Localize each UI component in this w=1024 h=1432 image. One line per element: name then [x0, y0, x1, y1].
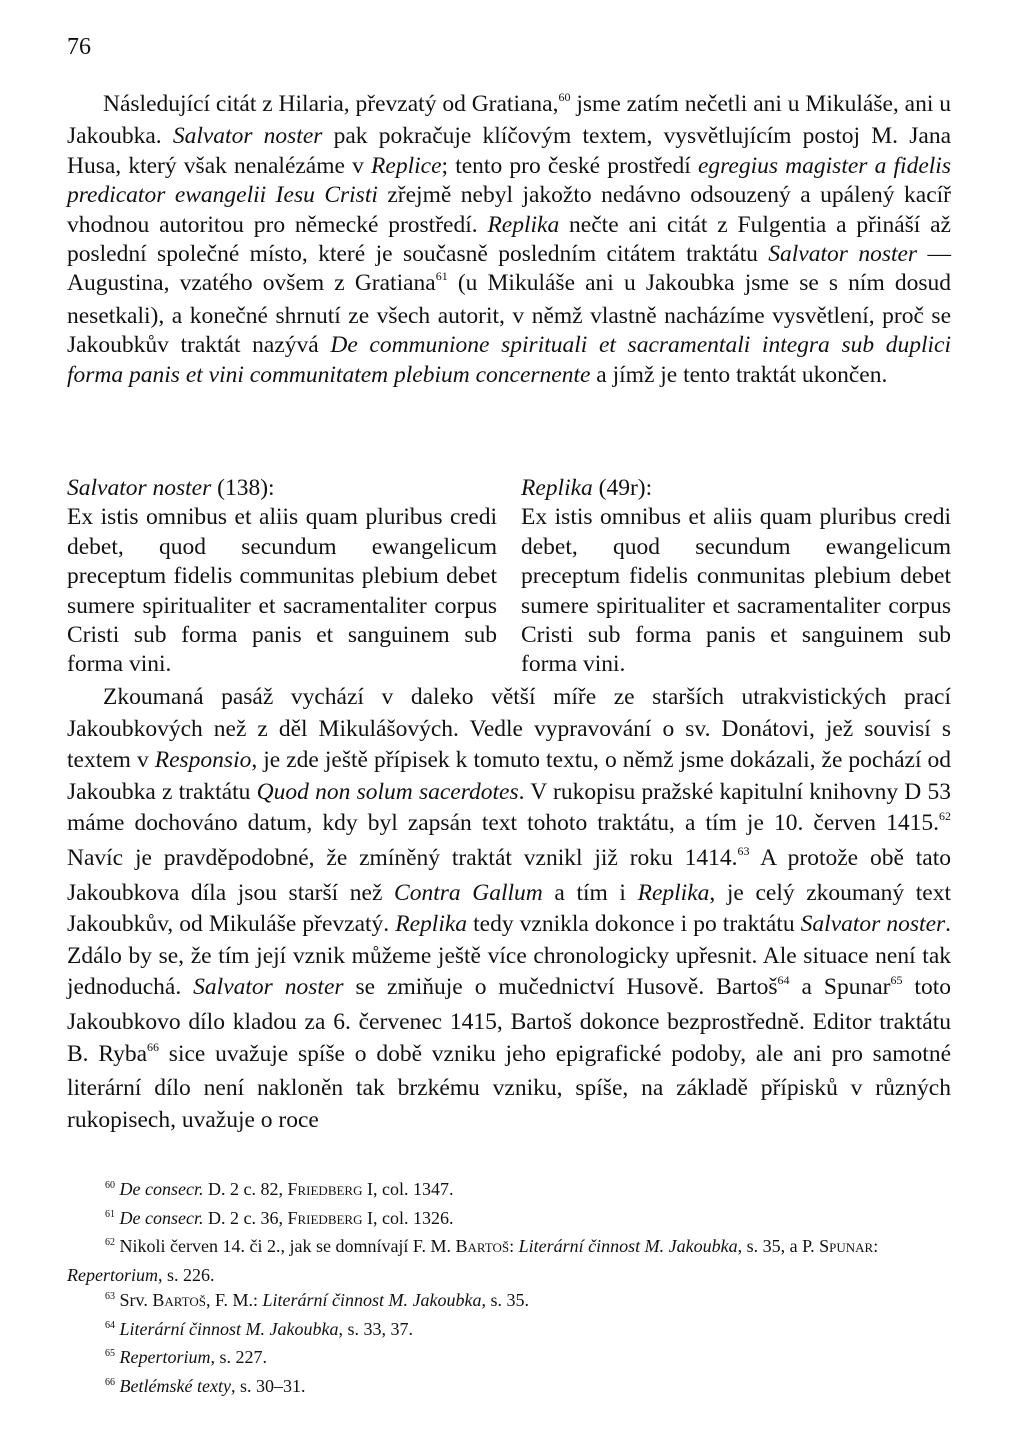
footnote-62: $^{62}$ Nikoli červen 14. či 2., jak se domnívají F. M. Bartoš: Literární činnost M. Jakoubka, s. 35, a P. Spunar: Repertorium, s. 226. [67, 1236, 879, 1285]
analysis-paragraph: Zkoumaná pasáž vychází v daleko větší míře ze starších utrakvistických prací Jakoubkových než z děl Mikulášových. Vedle vypravování o sv. Donátovi, jež souvisí s textem v Responsio, je zde ještě přípisek k tomuto textu, o němž jsme dokázali, že pochází od Jakoubka z traktátu Quod non solum sacerdotes. V rukopisu pražské kapitulní knihovny D 53 máme dochováno datum, kdy byl zapsán text tohoto traktátu, a tím je 10. červen 1415.62 Navíc je pravděpodobné, že zmíněný traktát vznikl již roku 1414.63 A protože obě tato Jakoubkova díla jsou starší než Contra Gallum a tím i Replika, je celý zkoumaný text Jakoubkův, od Mikuláše převzatý. Replika tedy vznikla dokonce i po traktátu Salvator noster. Zdálo by se, že tím její vznik můžeme ještě více chronologicky upřesnit. Ale situace není tak jednoduchá. Salvator noster se zmiňuje o mučednictví Husově. Bartoš$^{64}$ a Spunar$^{65}$ toto Jakoubkovo dílo kladou za 6. červenec 1415, Bartoš dokonce bezprostředně. Editor traktátu B. Ryba$^{66}$ sice uvažuje spíše o době vzniku jeho epigrafické podoby, ale ani pro samotné literární dílo není nakloněn tak brzkému vzniku, spíše, na základě přípisků v různých rukopisech, uvažuje o roce [67, 684, 952, 1133]
footnote-65: $^{65}$ Repertorium, s. 227. [105, 1347, 267, 1367]
parallel-quotes [67, 474, 951, 680]
page-number: 76 [67, 34, 91, 60]
footnote-64: $^{64}$ Literární činnost M. Jakoubka, s. 33, 37. [105, 1318, 413, 1339]
quote-left-title: Salvator noster (138): [67, 475, 275, 501]
quote-right-title: Replika (49r): [521, 475, 653, 501]
quote-replika [521, 474, 951, 680]
footnote-ref-60: 60 [558, 90, 571, 104]
footnote-61: $^{61}$ De consecr. D. 2 c. 36, Friedberg I, col. 1326. [105, 1207, 454, 1228]
footnote-63: $^{63}$ Srv. Bartoš, F. M.: Literární činnost M. Jakoubka, s. 35. [105, 1290, 530, 1310]
footnote-ref-65: 65 [890, 973, 903, 988]
footnotes [67, 1177, 951, 1402]
footnote-ref-63: 63 [737, 843, 750, 858]
footnote-ref-64: 64 [777, 973, 790, 988]
quote-left-text: Ex istis omnibus et aliis quam pluribus credi debet, quod secundum ewangelicum preceptum fidelis communitas plebium debet sumere spiritualiter et sacramentaliter corpus Cristi sub forma panis et sanguinem sub forma vini. [67, 504, 497, 678]
footnote-ref-62: 62 [939, 809, 951, 824]
intro-paragraph: Následující citát z Hilaria, převzatý od Gratiana,$^{60}$ jsme zatím nečetli ani u Mikuláše, ani u Jakoubka. Salvator noster pak pokračuje klíčovým textem, vysvětlujícím postoj M. Jana Husa, který však nenalézáme v Replice; tento pro české prostředí egregius magister a fidelis predicator ewangelii Iesu Cristi zřejmě nebyl jakožto nedávno odsouzený a upálený kacíř vhodnou autoritou pro německé prostředí. Replika nečte ani citát z Fulgentia a přináší až poslední společné místo, které je současně posledním citátem traktátu Salvator noster — Augustina, vzatého ovšem z Gratiana$^{61}$ (u Mikuláše ani u Jakoubka jsme se s ním dosud nesetkali), a konečné shrnutí ze všech autorit, v němž vlastně nacházíme vysvětlení, proč se Jakoubkův traktát nazývá De communione spirituali et sacramentali integra sub duplici forma panis et vini communitatem plebium concernente a jímž je tento traktát ukončen. [67, 90, 952, 388]
footnote-ref-61: 61 [435, 269, 448, 284]
footnote-ref-66: 66 [147, 1039, 160, 1054]
quote-salvator-noster [67, 474, 497, 680]
footnote-60: $^{60}$ De consecr. D. 2 c. 82, Friedberg I, col. 1347. [105, 1179, 454, 1199]
footnote-66: $^{66}$ Betlémské texty, s. 30–31. [105, 1375, 306, 1396]
quote-right-text: Ex istis omnibus et aliis quam pluribus credi debet, quod secundum ewangelicum preceptum fidelis conmunitas plebium debet sumere spiritualiter et sacramentaliter corpus Cristi sub forma panis et sanguinem sub forma vini. [521, 504, 951, 678]
